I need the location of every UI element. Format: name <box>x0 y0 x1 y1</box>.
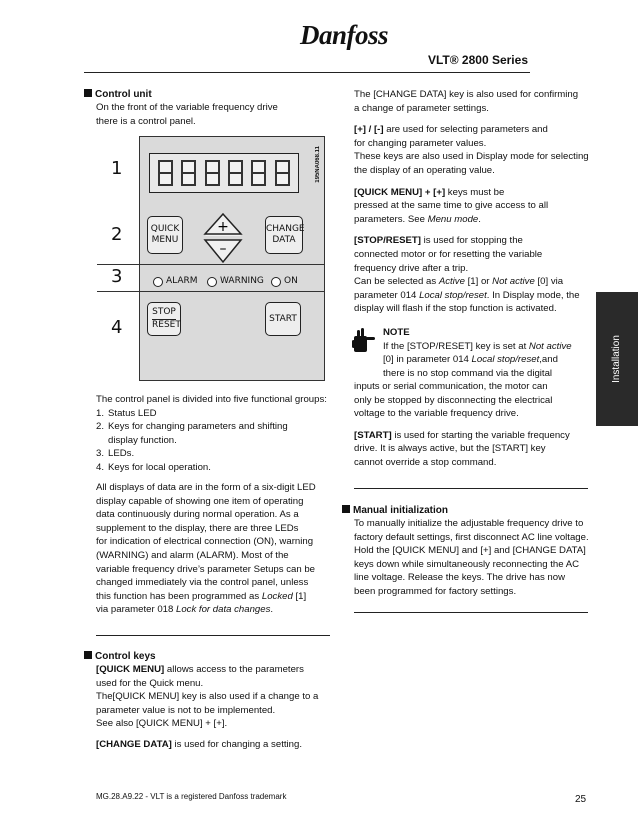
text-run: [0] via <box>534 276 564 288</box>
text-line: used for the Quick menu. <box>96 677 204 689</box>
text-line: been programmed for factory settings. <box>354 585 517 597</box>
panel-row-number: 1 <box>111 158 123 179</box>
text-line: keys down while simultaneously reconnecting the AC <box>354 558 580 570</box>
control-keys-heading <box>84 650 156 664</box>
text-line: See also [QUICK MENU] + [+]. <box>96 718 228 730</box>
group-item <box>96 420 346 434</box>
danfoss-logo: Danfoss <box>300 20 389 50</box>
led-circle-icon <box>207 277 217 287</box>
display-digit <box>275 160 290 186</box>
pointing-hand-icon <box>352 326 376 356</box>
text-run: is used for starting the variable frequency <box>391 429 570 441</box>
stop-reset-key[interactable] <box>147 302 181 336</box>
text-run: If the [STOP/RESET] key is set at <box>383 340 529 352</box>
series-title: VLT® 2800 Series <box>427 53 528 67</box>
text-line: To manually initialize the adjustable frequency drive to <box>354 518 584 529</box>
panel-row-number: 4 <box>111 317 123 338</box>
text-line: supplement to the display, there are three LEDs <box>96 522 299 534</box>
control-unit-title: Control unit <box>95 89 152 100</box>
key-label: DATA <box>272 235 296 245</box>
figure-code: 195NA068.11 <box>315 146 321 183</box>
key-label: CHANGE <box>266 224 305 234</box>
intro-line: there is a control panel. <box>96 115 196 127</box>
led-on <box>271 276 298 287</box>
control-unit-intro <box>96 101 336 128</box>
text-line: drive. It is always active, but the [START] key <box>354 443 546 455</box>
text-line: voltage to the variable frequency drive. <box>354 408 519 420</box>
group-number: 3. <box>96 448 105 460</box>
text-line <box>354 275 594 289</box>
group-text: LEDs. <box>108 448 135 460</box>
key-label: START <box>269 313 297 324</box>
group-item <box>96 407 346 421</box>
text-run: are used for selecting parameters and <box>383 124 548 136</box>
text-line: All displays of data are in the form of a six-digit LED <box>96 482 316 493</box>
manual-init-title: Manual initialization <box>353 505 449 516</box>
text-run: Locked <box>261 590 293 602</box>
key-name: [START] <box>354 429 392 441</box>
text-line: frequency drive after a trip. <box>354 262 469 274</box>
text-run: Local stop/reset <box>419 289 487 301</box>
section-rule <box>96 635 330 636</box>
text-line: factory default settings, first disconnect AC line voltage. <box>354 531 589 543</box>
text-run: [1] <box>292 590 307 602</box>
text-run: is used for changing a setting. <box>171 738 302 750</box>
group-text: Keys for local operation. <box>108 461 211 473</box>
text-line: the display of an operating value. <box>354 164 495 176</box>
group-number: 1. <box>96 407 105 419</box>
text-line <box>383 340 593 354</box>
text-run: Active <box>438 276 465 288</box>
manual-init-text <box>354 517 594 599</box>
key-label: RESET <box>152 320 181 330</box>
text-line: for indication of electrical connection (ON), warning <box>96 536 314 548</box>
group-item <box>96 447 346 461</box>
text-line: inputs or serial communication, the motor can <box>354 381 548 392</box>
group-text: Keys for changing parameters and shifting <box>108 421 288 433</box>
note-block <box>383 326 593 380</box>
six-digit-display <box>149 153 299 193</box>
text-run: . In Display mode, the <box>486 289 580 301</box>
text-line: pressed at the same time to give access to all <box>354 200 549 212</box>
led-label: ON <box>284 276 298 286</box>
text-line: parameter value is not to be implemented. <box>96 704 276 716</box>
section-rule <box>354 612 588 613</box>
text-line: Hold the [QUICK MENU] and [+] and [CHANGE DATA] <box>354 545 586 557</box>
text-run: Not active <box>492 276 535 288</box>
key-name: [STOP/RESET] <box>354 235 421 247</box>
text-line: (WARNING) and alarm (ALARM). Most of the <box>96 549 289 561</box>
text-run: ,and <box>539 354 558 366</box>
text-line: cannot override a stop command. <box>354 456 497 468</box>
group-item <box>96 461 346 475</box>
panel-divider <box>97 264 325 265</box>
text-line: The [CHANGE DATA] key is also used for confirming <box>354 89 579 100</box>
text-line: only be stopped by disconnecting the electrical <box>354 394 553 406</box>
text-line <box>354 213 594 227</box>
text-run: allows access to the parameters <box>164 664 304 675</box>
panel-row-number: 2 <box>111 224 123 245</box>
footer-text: MG.28.A9.22 - VLT is a registered Danfoss trademark <box>96 792 287 801</box>
text-run: Lock for data changes <box>176 604 271 616</box>
display-digit <box>205 160 220 186</box>
text-run: [1] or <box>464 276 493 288</box>
text-run: Not active <box>528 340 572 352</box>
text-run: is used for stopping the <box>421 235 523 247</box>
text-line: line voltage. Release the keys. The drive has now <box>354 572 566 584</box>
key-name: [QUICK MENU] + [+] <box>354 186 446 198</box>
group-text: Status LED <box>108 407 157 419</box>
change-data-key[interactable] <box>265 216 303 254</box>
text-line: connected motor or for resetting the variable <box>354 248 543 260</box>
led-warning <box>207 276 264 287</box>
bullet-square-icon <box>84 651 92 659</box>
text-line <box>383 353 593 367</box>
display-digit <box>181 160 196 186</box>
led-circle-icon <box>271 277 281 287</box>
control-keys-text <box>96 663 346 752</box>
led-alarm <box>153 276 198 287</box>
text-run: Menu mode <box>427 213 479 225</box>
header-rule <box>84 72 530 73</box>
text-line <box>354 234 594 248</box>
key-name: [QUICK MENU] <box>96 664 165 675</box>
panel-row-number: 3 <box>111 266 123 287</box>
plus-minus-keys[interactable] <box>203 212 243 264</box>
text-line <box>96 663 346 677</box>
text-line: data continuously during normal operation. As a <box>96 509 299 521</box>
quick-menu-key[interactable] <box>147 216 183 254</box>
display-digit <box>158 160 173 186</box>
section-rule <box>354 488 588 489</box>
bullet-square-icon <box>342 505 350 513</box>
text-line <box>354 429 594 443</box>
bullet-square-icon <box>84 89 92 97</box>
group-number: 4. <box>96 461 105 473</box>
note-title: NOTE <box>383 327 410 338</box>
text-line: These keys are also used in Display mode for selecting <box>354 151 589 163</box>
display-digit <box>251 160 266 186</box>
led-label: WARNING <box>220 276 264 286</box>
start-key[interactable] <box>265 302 301 336</box>
group-number: 2. <box>96 421 105 433</box>
group-text: display function. <box>108 434 177 446</box>
led-circle-icon <box>153 277 163 287</box>
installation-tab <box>596 292 638 426</box>
text-run: via parameter 018 <box>96 604 176 616</box>
text-line: display will flash if the stop function is activated. <box>354 303 557 315</box>
text-line <box>354 186 594 200</box>
key-label: STOP <box>152 307 176 317</box>
display-paragraph <box>96 481 346 617</box>
right-column <box>354 88 594 316</box>
text-run: keys must be <box>445 186 505 198</box>
text-run: Local stop/reset <box>471 354 540 366</box>
control-keys-title: Control keys <box>95 651 156 662</box>
plus-symbol: + <box>217 219 229 235</box>
groups-intro: The control panel is divided into five functional groups: <box>96 394 327 405</box>
text-line: variable frequency drive’s parameter Setups can be <box>96 563 316 575</box>
key-name: [+] / [-] <box>354 124 384 136</box>
text-line <box>354 289 594 303</box>
control-unit-heading <box>84 88 152 102</box>
text-line <box>354 123 594 137</box>
text-line: display capable of showing one item of operating <box>96 495 304 507</box>
note-continued <box>354 380 594 470</box>
text-line: The[QUICK MENU] key is also used if a change to a <box>96 691 319 703</box>
text-line <box>96 590 346 604</box>
key-name: [CHANGE DATA] <box>96 738 172 750</box>
page-number: 25 <box>575 794 587 805</box>
text-run: . <box>478 213 481 225</box>
text-run: parameters. See <box>354 213 428 225</box>
text-line: a change of parameter settings. <box>354 102 489 114</box>
intro-line: On the front of the variable frequency drive <box>96 102 278 113</box>
text-line: for changing parameter values. <box>354 137 487 149</box>
control-panel-illustration <box>97 136 325 381</box>
key-label: QUICK <box>150 224 180 234</box>
text-line <box>96 603 346 617</box>
panel-divider <box>97 291 325 292</box>
text-line <box>96 738 346 752</box>
minus-symbol: – <box>219 241 227 257</box>
text-line: changed immediately via the control panel, unless <box>96 577 309 589</box>
text-line: there is no stop command via the digital <box>383 367 553 379</box>
text-run: [0] in parameter 014 <box>383 354 472 366</box>
display-digit <box>228 160 243 186</box>
text-run: . <box>270 604 274 616</box>
led-label: ALARM <box>166 276 198 286</box>
text-run: parameter 014 <box>354 289 420 301</box>
key-label: MENU <box>151 235 179 245</box>
groups-block <box>96 393 346 475</box>
manual-init-heading <box>342 504 448 518</box>
text-run: this function has been programmed as <box>96 590 262 602</box>
installation-tab-label: Installation <box>611 335 622 383</box>
text-run: Can be selected as <box>354 276 439 288</box>
